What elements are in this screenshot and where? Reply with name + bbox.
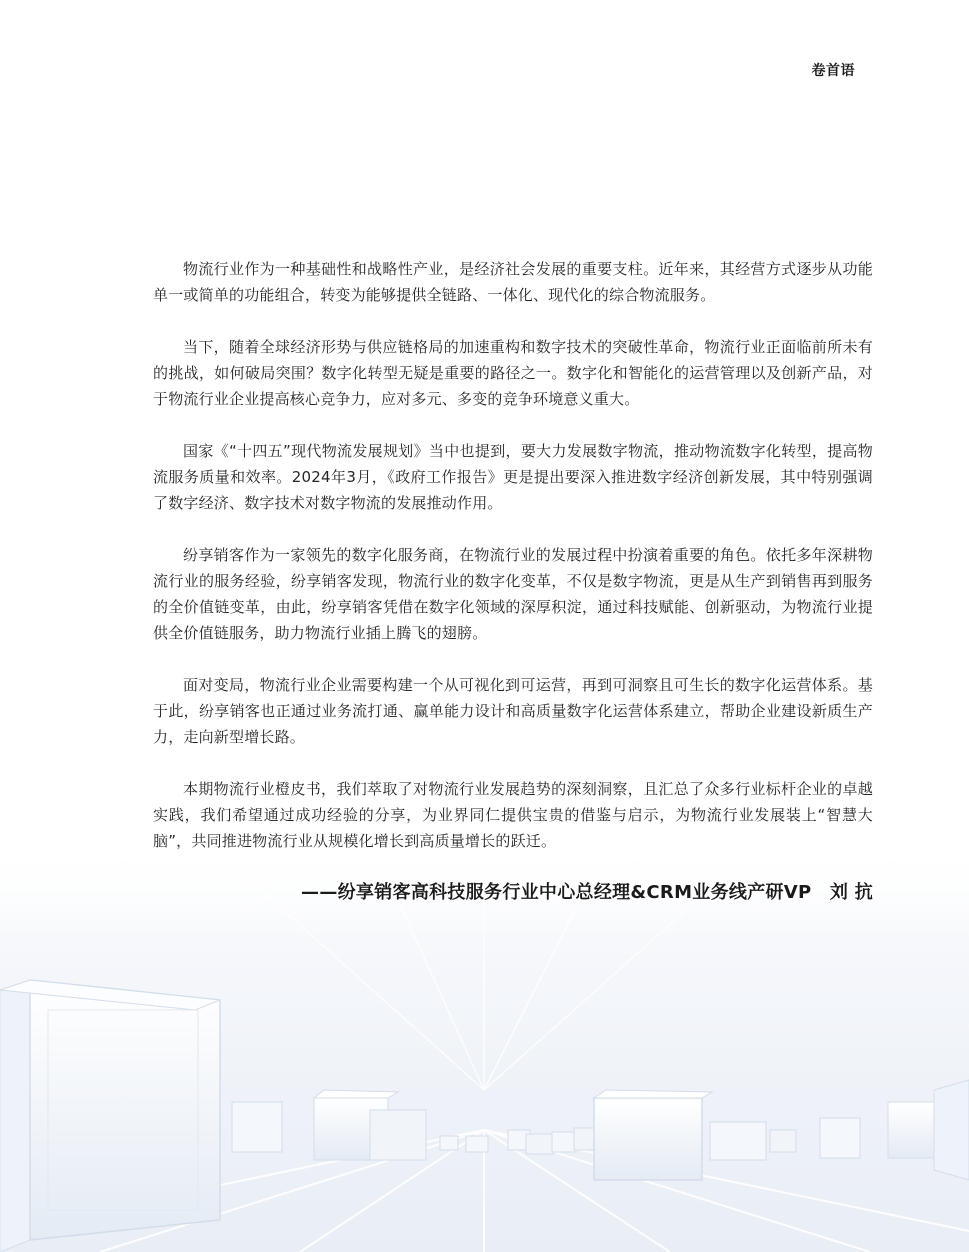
preface-paragraph: 物流行业作为一种基础性和战略性产业，是经济社会发展的重要支柱。近年来，其经营方式逐步从功能单一或简单的功能组合，转变为能够提供全链路、一体化、现代化的综合物流服务。 xyxy=(153,260,873,304)
preface-paragraph: 本期物流行业橙皮书，我们萃取了对物流行业发展趋势的深刻洞察，且汇总了众多行业标杆企业的卓越实践，我们希望通过成功经验的分享，为业界同仁提供宝贵的借鉴与启示，为物流行业发展装上“智慧大脑”，共同推进物流行业从规模化增长到高质量增长的跃迁。 xyxy=(153,780,873,850)
preface-paragraph: 面对变局，物流行业企业需要构建一个从可视化到可运营，再到可洞察且可生长的数字化运营体系。基于此，纷享销客也正通过业务流打通、赢单能力设计和高质量数字化运营体系建立，帮助企业建设新质生产力，走向新型增长路。 xyxy=(153,676,873,746)
preface-paragraph: 纷享销客作为一家领先的数字化服务商，在物流行业的发展过程中扮演着重要的角色。依托多年深耕物流行业的服务经验，纷享销客发现，物流行业的数字化变革，不仅是数字物流，更是从生产到销售再到服务的全价值链变革，由此，纷享销客凭借在数字化领域的深厚积淀，通过科技赋能、创新驱动，为物流行业提供全价值链服务，助力物流行业插上腾飞的翅膀。 xyxy=(153,546,873,642)
section-label: 卷首语 xyxy=(811,63,855,79)
author-signature: ——纷享销客高科技服务行业中心总经理&CRM业务线产研VP 刘 抗 xyxy=(301,882,873,903)
preface-paragraph: 国家《“十四五”现代物流发展规划》当中也提到，要大力发展数字物流，推动物流数字化转型，提高物流服务质量和效率。2024年3月，《政府工作报告》更是提出要深入推进数字经济创新发展，其中特别强调了数字经济、数字技术对数字物流的发展推动作用。 xyxy=(153,442,873,512)
preface-paragraph: 当下，随着全球经济形势与供应链格局的加速重构和数字技术的突破性革命，物流行业正面临前所未有的挑战，如何破局突围？数字化转型无疑是重要的路径之一。数字化和智能化的运营管理以及创新产品，对于物流行业企业提高核心竞争力，应对多元、多变的竞争环境意义重大。 xyxy=(153,338,873,408)
preface-body xyxy=(153,256,873,880)
